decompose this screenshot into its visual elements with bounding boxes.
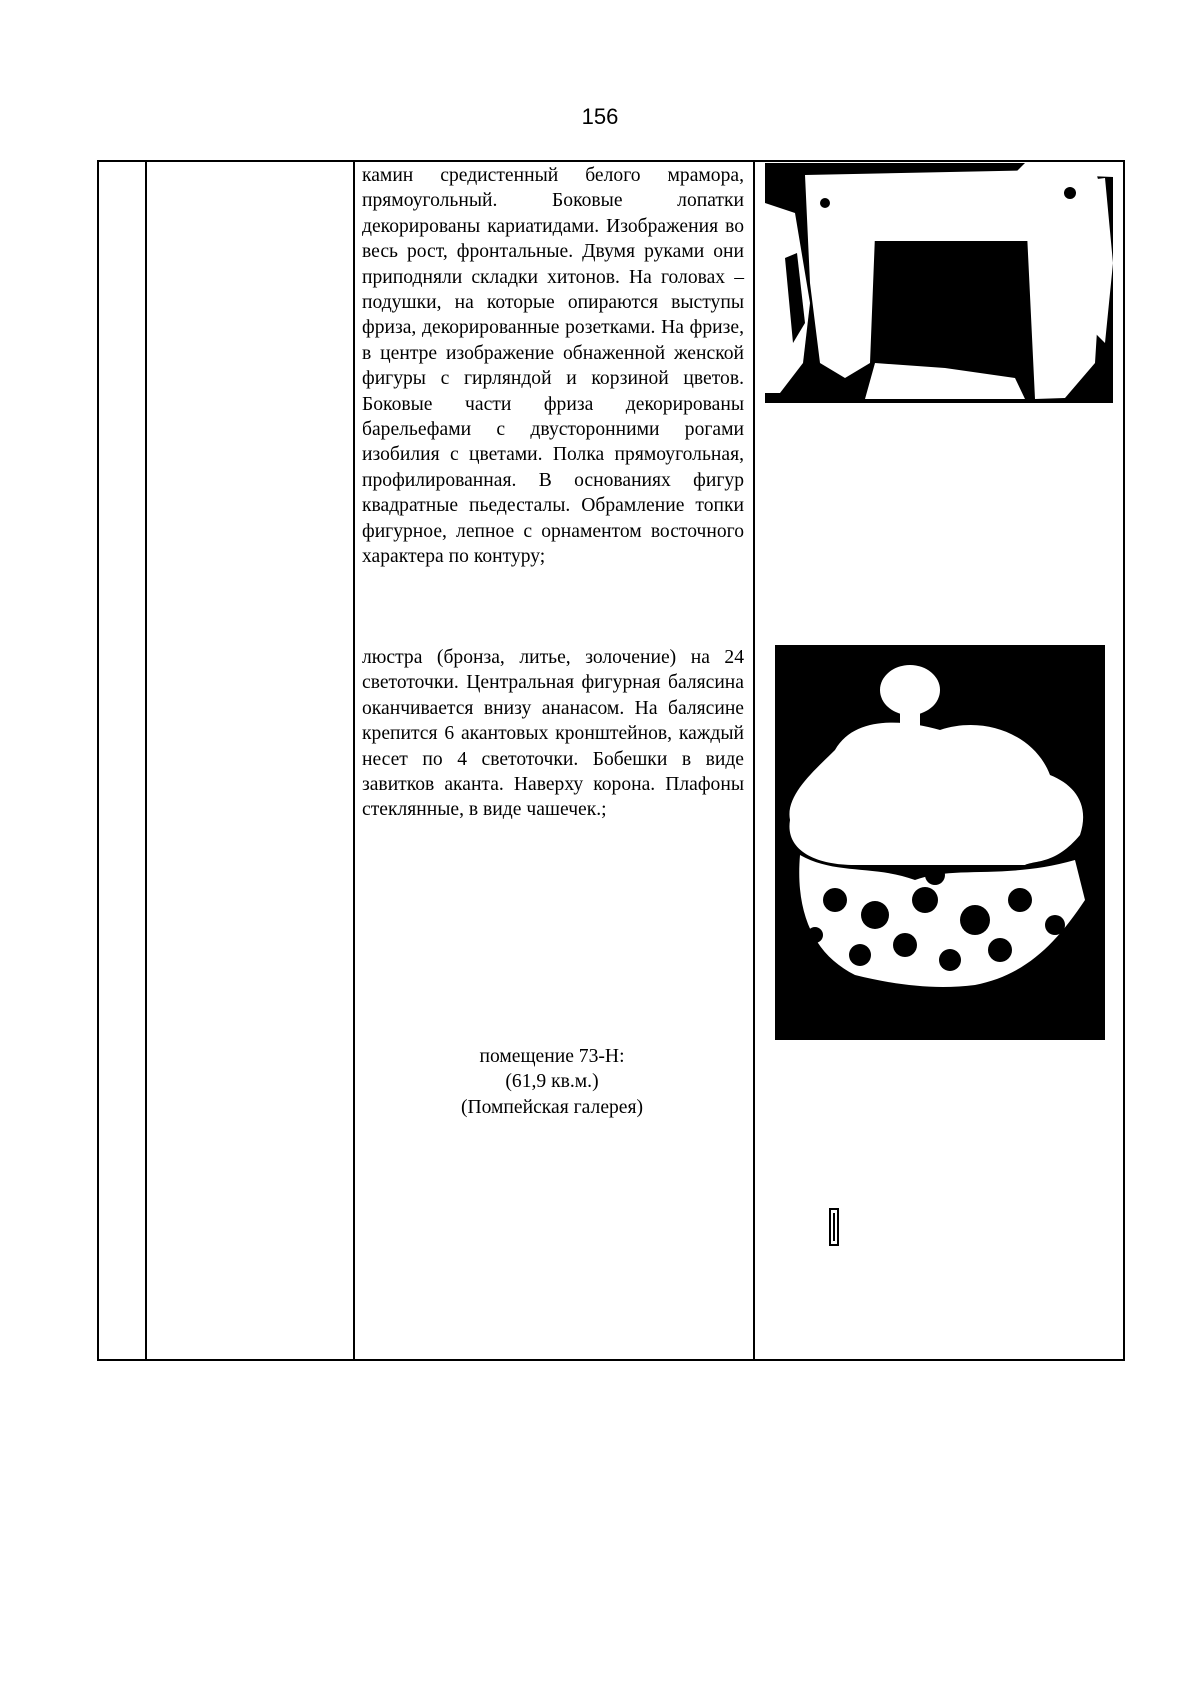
fireplace-photo-graphic: [765, 163, 1113, 403]
chandelier-description: люстра (бронза, литье, золочение) на 24 светоточки. Центральная фигурная балясина оканчивается внизу ананасом. На балясине крепится 6 акантовых кронштейнов, каждый несет по 4 светоточки. Бобешки в виде завитков аканта. Наверху корона. Плафоны стеклянные, в виде чашечек.;: [362, 647, 744, 821]
chandelier-photo: [775, 645, 1105, 1040]
column-divider: [145, 162, 147, 1359]
fireplace-photo: [765, 163, 1113, 403]
chandelier-photo-graphic: [775, 645, 1105, 1040]
fireplace-description: камин средистенный белого мрамора, прямоугольный. Боковые лопатки декорированы кариатидами. Изображения во весь рост, фронтальные. Двумя руками они приподняли складки хитонов. На головах – подушки, на которые опираются выступы фриза, декорированные розетками. На фризе, в центре изображение обнаженной женской фигуры с гирляндой и корзиной цветов. Боковые части фриза декорированы барельефами с двусторонними рогами изобилия с цветами. Полка прямоугольная, профилированная. В основаниях фигур квадратные пьедесталы. Обрамление топки фигурное, лепное с орнаментом восточного характера по контуру;: [362, 165, 744, 568]
page-number: 156: [581, 104, 619, 129]
column-divider: [753, 162, 755, 1359]
column-divider: [353, 162, 355, 1359]
room-name: (Помпейская галерея): [460, 1096, 644, 1118]
frame-icon: [829, 1208, 839, 1246]
room-area: (61,9 кв.м.): [505, 1071, 599, 1093]
room-caption: [402, 1044, 702, 1120]
room-number: помещение 73-Н:: [479, 1046, 625, 1067]
